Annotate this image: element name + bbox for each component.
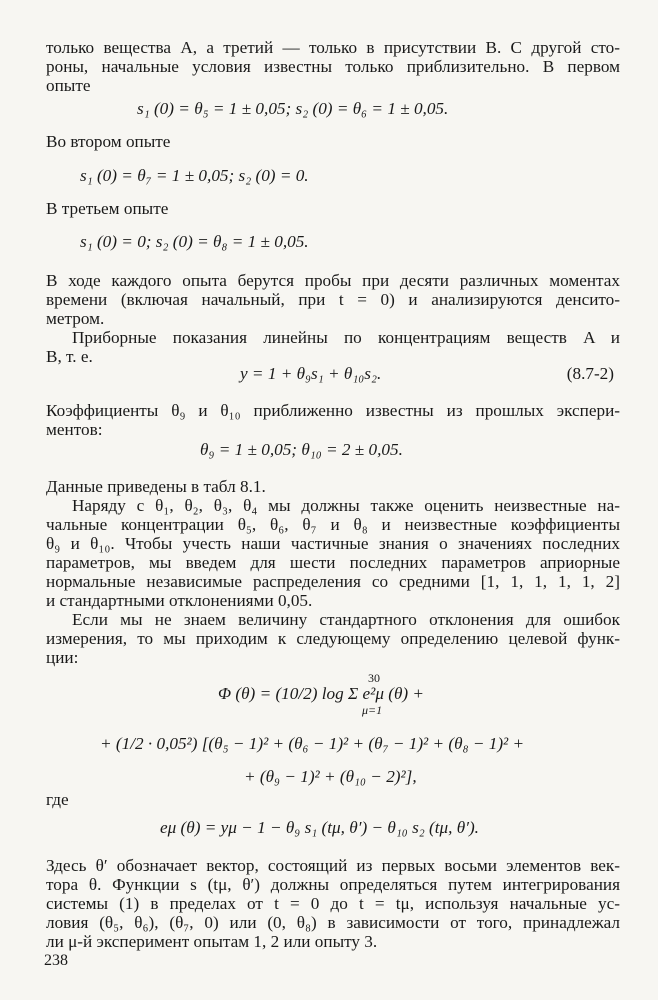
equation-residual: eμ (θ) = yμ − 1 − θ₉ s₁ (tμ, θ′) − θ₁₀ s₂ (tμ, θ′).: [160, 818, 479, 837]
equation-initial-1: s₁ (0) = θ₅ = 1 ± 0,05; s₂ (0) = θ₆ = 1 ± 0,05.: [137, 99, 449, 118]
text-line: чальные концентрации θ₅, θ₆, θ₇ и θ₈ и неизвестные коэффициенты: [46, 515, 620, 534]
text-line: времени (включая начальный, при t = 0) и анализируются денсито-: [46, 290, 620, 309]
text-line: нормальные независимые распределения со средними [1, 1, 1, 1, 1, 2]: [46, 572, 620, 591]
text-line: В третьем опыте: [46, 199, 169, 218]
text-line: ли μ-й эксперимент опытам 1, 2 или опыту 3.: [46, 932, 378, 951]
text-line: Приборные показания линейны по концентрациям веществ A и: [72, 328, 620, 347]
text-line: Наряду с θ₁, θ₂, θ₃, θ₄ мы должны также оценить неизвестные на-: [72, 496, 620, 515]
text-line: ции:: [46, 648, 79, 667]
text-line: опыте: [46, 76, 91, 95]
equation-initial-3: s₁ (0) = 0; s₂ (0) = θ₈ = 1 ± 0,05.: [80, 232, 309, 251]
text-line: ловия (θ₅, θ₆), (θ₇, 0) или (0, θ₈) в зависимости от того, принадлежал: [46, 913, 620, 932]
text-line: Данные приведены в табл 8.1.: [46, 477, 266, 496]
text-line: роны, начальные условия известны только приблизительно. В первом: [46, 57, 620, 76]
text-line: Во втором опыте: [46, 132, 171, 151]
equation-number: (8.7-2): [566, 364, 614, 383]
sum-lower-limit: μ=1: [362, 703, 383, 717]
text-line: Если мы не знаем величину стандартного отклонения для ошибок: [72, 610, 620, 629]
equation-objective-3: + (θ₉ − 1)² + (θ₁₀ − 2)²],: [244, 767, 417, 786]
text-line: метром.: [46, 309, 105, 328]
text-line: В ходе каждого опыта берутся пробы при десяти различных моментах: [46, 271, 620, 290]
text-line: системы (1) в пределах от t = 0 до t = tμ, используя начальные ус-: [46, 894, 620, 913]
text-line: измерения, то мы приходим к следующему определению целевой функ-: [46, 629, 620, 648]
sum-upper-limit: 30: [368, 671, 380, 685]
text-line: Коэффициенты θ₉ и θ₁₀ приближенно известны из прошлых экспери-: [46, 401, 620, 420]
text-line: ментов:: [46, 420, 103, 439]
equation-coefficients: θ₉ = 1 ± 0,05; θ₁₀ = 2 ± 0,05.: [200, 440, 403, 459]
text-line: только вещества A, а третий — только в присутствии B. С другой сто-: [46, 38, 620, 57]
text-line: Здесь θ′ обозначает вектор, состоящий из первых восьми элементов век-: [46, 856, 620, 875]
text-line: и стандартными отклонениями 0,05.: [46, 591, 313, 610]
page-number: 238: [44, 952, 68, 969]
text-line: B, т. е.: [46, 347, 93, 366]
equation-objective-1: Φ (θ) = (10/2) log Σ e²μ (θ) +: [218, 684, 425, 703]
text-line: тора θ. Функции s (tμ, θ′) должны определяться путем интегрирования: [46, 875, 620, 894]
text-line: θ₉ и θ₁₀. Чтобы учесть наши частичные знания о значениях последних: [46, 534, 620, 553]
equation-objective-2: + (1/2 · 0,05²) [(θ₅ − 1)² + (θ₆ − 1)² + (θ₇ − 1)² + (θ₈ − 1)² +: [100, 734, 525, 753]
equation-initial-2: s₁ (0) = θ₇ = 1 ± 0,05; s₂ (0) = 0.: [80, 166, 309, 185]
equation-instrument: y = 1 + θ₉s₁ + θ₁₀s₂.: [240, 364, 382, 383]
text-line: где: [46, 790, 69, 809]
text-line: параметров, мы введем для шести последних параметров априорные: [46, 553, 620, 572]
